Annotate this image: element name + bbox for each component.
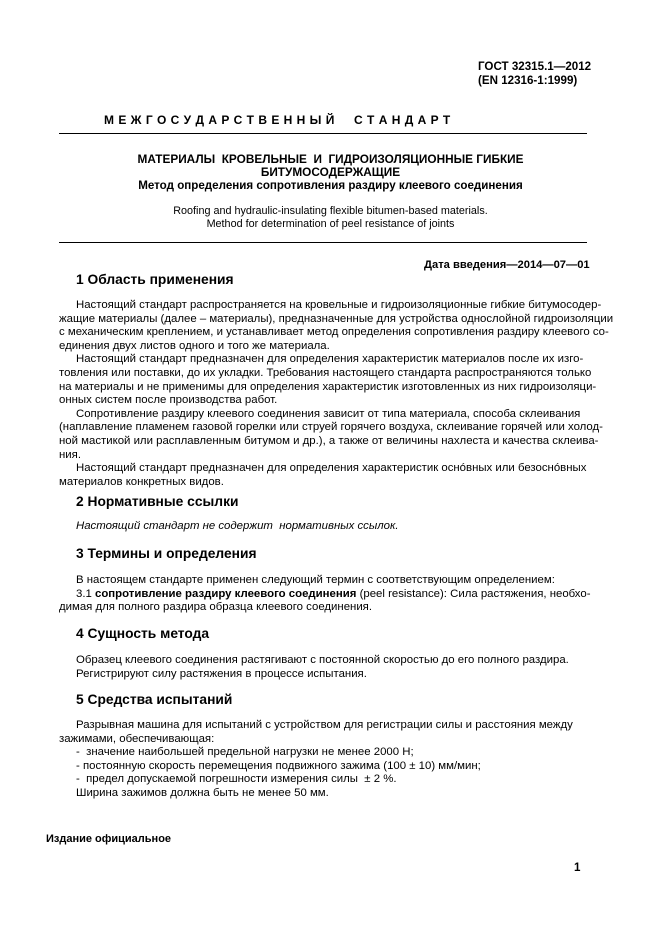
section-1-body [59, 299, 614, 489]
s3-term [59, 587, 591, 602]
official-edition: Издание официальное [46, 833, 172, 845]
s1-line: жащие материалы (далее – материалы), предназначенные для устройства однослойной гидроизоляции [59, 312, 614, 325]
s5-list-item: - предел допускаемой погрешности измерения силы ± 2 %. [76, 773, 397, 786]
section-5-body [59, 719, 587, 801]
section-4-body [59, 654, 587, 681]
s5-line: зажимами, обеспечивающая: [59, 732, 215, 745]
page-number: 1 [574, 861, 581, 874]
s1-line: на материалы и не применимы для определения характеристик изготовленных из них гидроизоляци- [59, 380, 597, 393]
title-rule [59, 242, 587, 243]
s5-list-item: - постоянную скорость перемещения подвижного зажима (100 ± 10) мм/мин; [76, 759, 481, 772]
s1-line: с механическим креплением, и устанавливает метод определения сопротивления раздиру клеевого со- [59, 326, 609, 339]
title-line1: МАТЕРИАЛЫ КРОВЕЛЬНЫЕ И ГИДРОИЗОЛЯЦИОННЫЕ ГИБКИЕ [137, 152, 524, 166]
s1-line: ния. [59, 448, 81, 461]
section-4-heading: 4 Сущность метода [76, 626, 210, 641]
s1-line: (наплавление пламенем газовой горелки или струей горячего воздуха, склеивание горячей или холод- [59, 421, 603, 434]
s4-line: Образец клеевого соединения растягивают с постоянной скоростью до его полного раздира. [76, 654, 569, 666]
s1-line: Сопротивление раздиру клеевого соединения зависит от типа материала, способа склеивания [76, 407, 581, 420]
s1-line: Настоящий стандарт предназначен для определения характеристик оснóвных или безоснóвных [76, 462, 587, 475]
banner-rule [59, 133, 587, 134]
s3-term-line2: димая для полного раздира образца клеевого соединения. [59, 601, 373, 614]
section-2-heading: 2 Нормативные ссылки [76, 494, 239, 509]
s3-term-bold: сопротивление раздиру клеевого соединения [95, 587, 357, 600]
intro-date: Дата введения—2014—07—01 [424, 259, 590, 271]
section-3-heading: 3 Термины и определения [76, 546, 257, 561]
s5-line: Ширина зажимов должна быть не менее 50 мм. [76, 786, 329, 799]
s1-line: товления или поставки, до их укладки. Требования настоящего стандарта распространяются только [59, 366, 592, 379]
s1-line: материалов конкретных видов. [59, 475, 224, 488]
en-number: (EN 12316-1:1999) [478, 74, 578, 87]
s1-line: единения двух листов одного и того же материала. [59, 339, 330, 352]
title-en-line1: Roofing and hydraulic-insulating flexible bitumen-based materials. [173, 205, 488, 217]
section-3-body [59, 574, 591, 615]
gost-number: ГОСТ 32315.1—2012 [478, 60, 592, 73]
title-subtitle: Метод определения сопротивления раздиру клеевого соединения [138, 179, 523, 192]
s3-term-rest: (peel resistance): Сила растяжения, необхо- [356, 587, 591, 600]
section-1-heading: 1 Область применения [76, 272, 234, 287]
s4-line: Регистрируют силу растяжения в процессе испытания. [76, 667, 367, 680]
s1-line: Настоящий стандарт распространяется на кровельные и гидроизоляционные гибкие битумосодер- [76, 299, 602, 311]
standard-banner: М Е Ж Г О С У Д А Р С Т В Е Н Н Ы Й С Т А Н Д А Р Т [104, 113, 451, 127]
s5-list-item: - значение наибольшей предельной нагрузки не менее 2000 Н; [76, 746, 414, 759]
s5-line: Разрывная машина для испытаний с устройством для регистрации силы и расстояния между [76, 719, 573, 731]
title-line2: БИТУМОСОДЕРЖАЩИЕ [260, 165, 401, 179]
s1-line: Настоящий стандарт предназначен для определения характеристик материалов после их изго- [76, 353, 584, 366]
title-en-line2: Method for determination of peel resistance of joints [206, 218, 455, 230]
section-2-text: Настоящий стандарт не содержит нормативных ссылок. [76, 520, 399, 532]
s1-line: онных систем после производства работ. [59, 394, 278, 407]
s3-intro: В настоящем стандарте применен следующий термин с соответствующим определением: [76, 574, 555, 586]
s3-term-number: 3.1 [76, 587, 95, 600]
section-5-heading: 5 Средства испытаний [76, 692, 233, 707]
s1-line: ной мастикой или расплавленным битумом и др.), а также от величины нахлеста и качества склеива- [59, 434, 599, 447]
